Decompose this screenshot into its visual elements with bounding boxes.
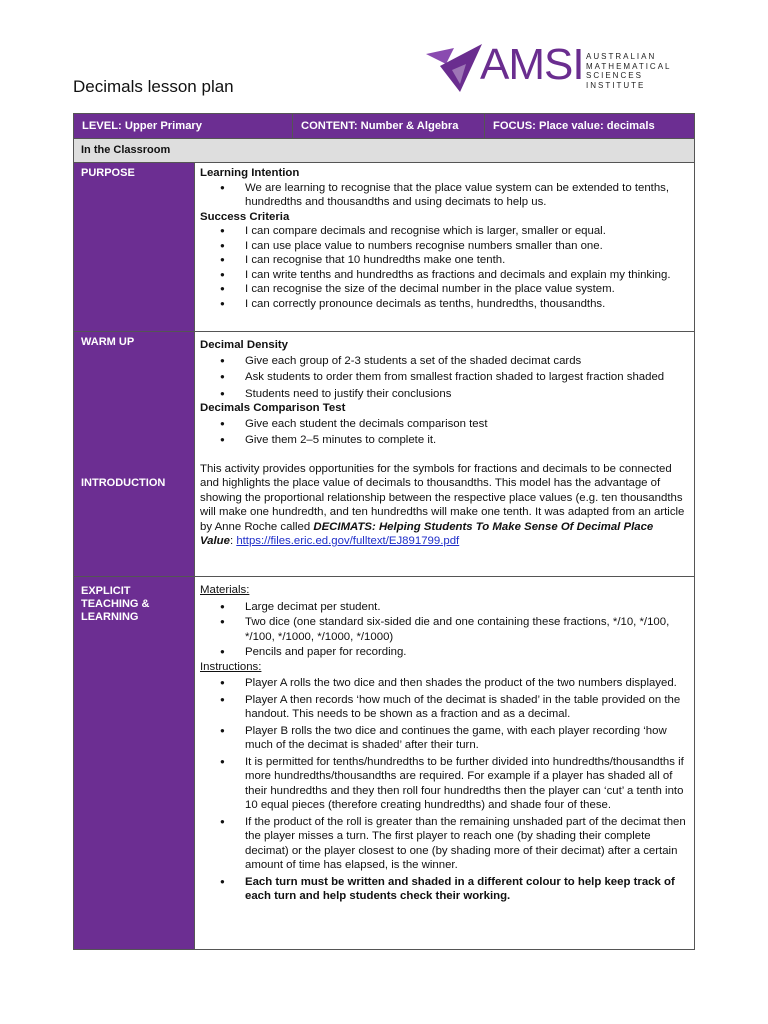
list-item: ● If the product of the roll is greater than the remaining unshaded part of the decimat then the player misses a turn. The first player to reach one (by shading their complete decimat) or the player closest to one (by shading more of their decimat) after a certain amount of time has elapsed, is the winner. [245, 815, 689, 873]
section-title: In the Classroom [74, 139, 695, 163]
focus-cell: FOCUS: Place value: decimals [485, 114, 695, 139]
list-item: ● I can recognise the size of the decimal number in the place value system. [245, 282, 689, 297]
introduction-text: This activity provides opportunities for the symbols for fractions and decimals to be connected and highlights the place value of decimals to thousandths. This model has the advantage of showing the proportional relationship between the respective place values (e.g. ten thousandths will make one hundredth, and ten hundredths will make one tenth. It was adapted from an article by Anne Roche called DECIMATS: Helping Students To Make Sense Of Decimal Place Value: https://files.eric.ed.gov/fulltext/EJ891799.pdf [200, 462, 685, 547]
instructions-heading: Instructions: [200, 660, 262, 673]
materials-heading: Materials: [200, 584, 250, 596]
list-item: ● I can correctly pronounce decimals as tenths, hundredths, thousandths. [245, 297, 689, 312]
section-row [74, 139, 695, 163]
list-item: ● Give each group of 2-3 students a set of the shaded decimat cards [245, 354, 689, 369]
article-link[interactable]: https://files.eric.ed.gov/fulltext/EJ891799.pdf [236, 535, 460, 547]
header-row [74, 114, 695, 139]
amsi-logo [426, 40, 696, 94]
learning-intention-list [200, 181, 689, 210]
list-item: ● It is permitted for tenths/hundredths to be further divided into hundredths/thousandths if more hundredths/thousandths are required. For example if a player has shaded all of their hundredths and they then roll four hundredths then the player can ‘cut’ a tenth into 10 equal pieces (therefore creating hundredths) and shade four of these. [245, 755, 689, 813]
success-criteria-list [200, 224, 689, 311]
instructions-list [200, 676, 689, 904]
content-cell: CONTENT: Number & Algebra [293, 114, 485, 139]
list-item: ● Ask students to order them from smallest fraction shaded to largest fraction shaded [245, 370, 689, 385]
warmup-label: WARM UP [81, 336, 135, 348]
list-item: ● Two dice (one standard six-sided die and one containing these fractions, */10, */100, */100, */1000, */1000, */1000) [245, 615, 689, 644]
page-title: Decimals lesson plan [73, 77, 234, 96]
list-item: ● Students need to justify their conclusions [245, 387, 689, 402]
list-item: ● Large decimat per student. [245, 600, 689, 615]
purpose-label: PURPOSE [74, 163, 195, 331]
list-item: ● Each turn must be written and shaded in a different colour to help keep track of each turn and help students check their working. [245, 875, 689, 904]
comparison-test-list [200, 417, 689, 448]
introduction-label: INTRODUCTION [81, 477, 166, 489]
comparison-test-heading: Decimals Comparison Test [200, 402, 346, 414]
decimal-density-heading: Decimal Density [200, 339, 288, 351]
list-item: ● Give them 2–5 minutes to complete it. [245, 433, 689, 448]
list-item: ● I can use place value to numbers recognise numbers smaller than one. [245, 239, 689, 254]
logo-tagline: AUSTRALIAN MATHEMATICAL SCIENCES INSTITUTE [586, 52, 672, 90]
list-item: ● Pencils and paper for recording. [245, 645, 689, 660]
list-item: ● We are learning to recognise that the place value system can be extended to tenths, hundredths and thousandths and using decimats to help us. [245, 181, 689, 210]
article-title: DECIMATS: Helping Students To Make Sense Of Decimal Place Value [200, 520, 654, 547]
purpose-row [74, 163, 695, 332]
explicit-label: EXPLICIT TEACHING & LEARNING [74, 577, 195, 949]
logo-wordmark: AMSI [480, 40, 584, 89]
list-item: ● Player A then records ‘how much of the decimat is shaded’ in the table provided on the handout. This needs to be shown as a fraction and as a decimal. [245, 693, 689, 722]
materials-list [200, 600, 689, 660]
list-item: ● I can write tenths and hundredths as fractions and decimals and explain my thinking. [245, 268, 689, 283]
level-cell: LEVEL: Upper Primary [74, 114, 293, 139]
decimal-density-list [200, 354, 689, 402]
amsi-logo-mark-icon [426, 44, 486, 94]
lesson-plan-table [73, 113, 695, 950]
list-item: ● I can compare decimals and recognise which is larger, smaller or equal. [245, 224, 689, 239]
list-item: ● Player A rolls the two dice and then shades the product of the two numbers displayed. [245, 676, 689, 691]
warmup-intro-row [74, 332, 695, 577]
list-item: ● Player B rolls the two dice and continues the game, with each player recording ‘how much of the decimat is shaded’ after their turn. [245, 724, 689, 753]
learning-intention-heading: Learning Intention [200, 167, 300, 179]
success-criteria-heading: Success Criteria [200, 210, 290, 223]
explicit-row [74, 577, 695, 950]
list-item: ● Give each student the decimals comparison test [245, 417, 689, 432]
list-item: ● I can recognise that 10 hundredths make one tenth. [245, 253, 689, 268]
